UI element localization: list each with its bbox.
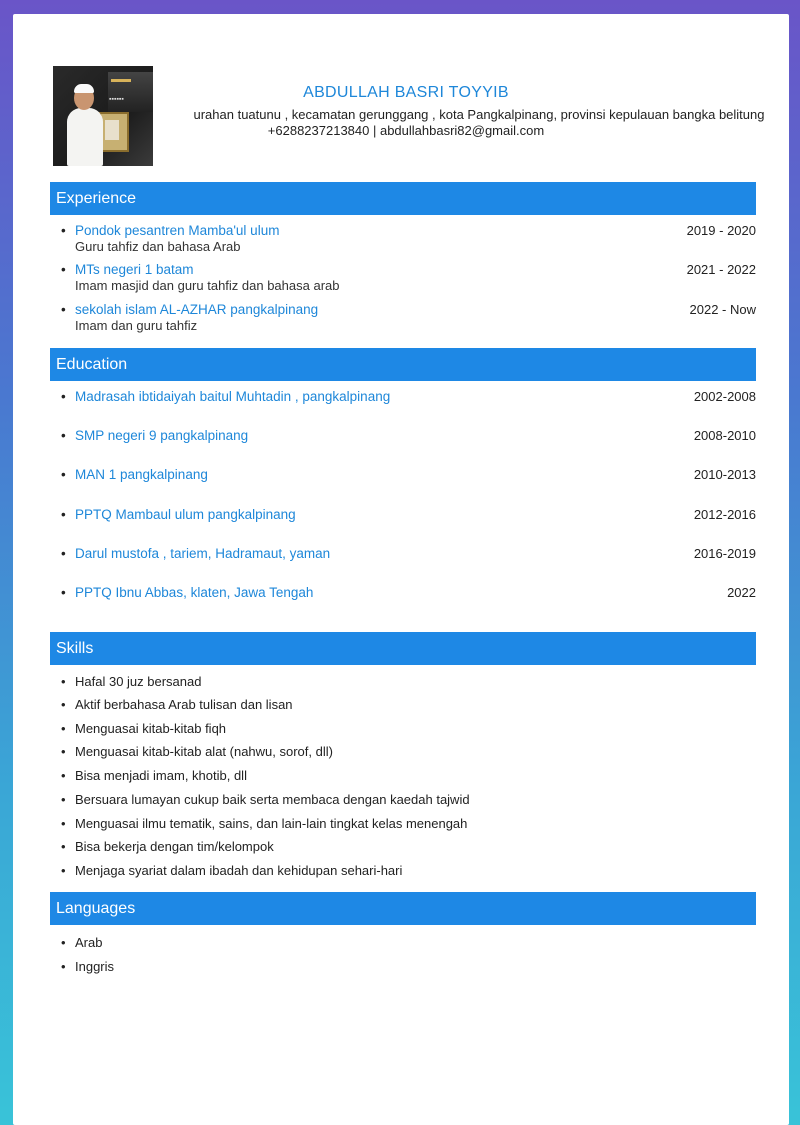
section-experience: Experience xyxy=(50,182,756,215)
contact-info: +6288237213840 | abdullahbasri82@gmail.com xyxy=(267,123,545,138)
bullet: • xyxy=(61,768,66,783)
bullet: • xyxy=(61,223,66,238)
education-title: Madrasah ibtidaiyah baitul Muhtadin , pangkalpinang xyxy=(75,389,391,404)
experience-role: Imam masjid dan guru tahfiz dan bahasa arab xyxy=(75,278,340,293)
skill-text: Menguasai kitab-kitab fiqh xyxy=(75,721,227,736)
education-date: 2012-2016 xyxy=(693,507,756,522)
education-title: Darul mustofa , tariem, Hadramaut, yaman xyxy=(75,546,331,561)
bullet: • xyxy=(61,428,66,443)
skill-item xyxy=(61,863,403,878)
bullet: • xyxy=(61,546,66,561)
skill-item xyxy=(61,744,333,759)
skill-text: Bisa bekerja dengan tim/kelompok xyxy=(75,839,274,854)
experience-title: MTs negeri 1 batam xyxy=(75,262,194,277)
skill-item xyxy=(61,816,468,831)
skill-item xyxy=(61,674,202,689)
language-text: Arab xyxy=(75,935,103,950)
bullet: • xyxy=(61,697,66,712)
skill-text: Bisa menjadi imam, khotib, dll xyxy=(75,768,247,783)
education-title: PPTQ Ibnu Abbas, klaten, Jawa Tengah xyxy=(75,585,314,600)
skill-item xyxy=(61,697,293,712)
education-date: 2016-2019 xyxy=(693,546,756,561)
skill-item xyxy=(61,792,470,807)
section-skills: Skills xyxy=(50,632,756,665)
language-item xyxy=(61,959,115,974)
bullet: • xyxy=(61,674,66,689)
bullet: • xyxy=(61,816,66,831)
bullet: • xyxy=(61,585,66,600)
bullet: • xyxy=(61,839,66,854)
bullet: • xyxy=(61,959,66,974)
address: urahan tuatunu , kecamatan gerunggang , kota Pangkalpinang, provinsi kepulauan bangka belitung xyxy=(193,107,765,122)
person-name: ABDULLAH BASRI TOYYIB xyxy=(303,84,509,101)
bullet: • xyxy=(61,792,66,807)
experience-date: 2022 - Now xyxy=(689,302,756,317)
bullet: • xyxy=(61,721,66,736)
experience-role: Guru tahfiz dan bahasa Arab xyxy=(75,239,241,254)
language-text: Inggris xyxy=(75,959,115,974)
section-languages: Languages xyxy=(50,892,756,925)
skill-item xyxy=(61,768,247,783)
bullet: • xyxy=(61,863,66,878)
skill-text: Menguasai ilmu tematik, sains, dan lain-lain tingkat kelas menengah xyxy=(75,816,468,831)
education-date: 2010-2013 xyxy=(693,467,756,482)
skill-text: Menguasai kitab-kitab alat (nahwu, sorof, dll) xyxy=(75,744,333,759)
experience-title: sekolah islam AL-AZHAR pangkalpinang xyxy=(75,302,319,317)
education-date: 2008-2010 xyxy=(693,428,756,443)
skill-item xyxy=(61,839,274,854)
section-education: Education xyxy=(50,348,756,381)
education-title: PPTQ Mambaul ulum pangkalpinang xyxy=(75,507,296,522)
skill-text: Hafal 30 juz bersanad xyxy=(75,674,202,689)
resume-page xyxy=(13,14,789,1125)
experience-date: 2019 - 2020 xyxy=(686,223,756,238)
education-date: 2002-2008 xyxy=(693,389,756,404)
education-title: MAN 1 pangkalpinang xyxy=(75,467,208,482)
bullet: • xyxy=(61,389,66,404)
bullet: • xyxy=(61,262,66,277)
bullet: • xyxy=(61,467,66,482)
education-title: SMP negeri 9 pangkalpinang xyxy=(75,428,249,443)
bullet: • xyxy=(61,507,66,522)
experience-role: Imam dan guru tahfiz xyxy=(75,318,198,333)
skill-item xyxy=(61,721,227,736)
skill-text: Bersuara lumayan cukup baik serta membaca dengan kaedah tajwid xyxy=(75,792,470,807)
experience-title: Pondok pesantren Mamba'ul ulum xyxy=(75,223,280,238)
education-date: 2022 xyxy=(727,585,756,600)
skill-text: Aktif berbahasa Arab tulisan dan lisan xyxy=(75,697,293,712)
skill-text: Menjaga syariat dalam ibadah dan kehidupan sehari-hari xyxy=(75,863,403,878)
resume-header xyxy=(53,66,765,166)
bullet: • xyxy=(61,744,66,759)
experience-date: 2021 - 2022 xyxy=(686,262,756,277)
bullet: • xyxy=(61,302,66,317)
profile-photo: ▬▬ ▪▪▪▪▪▪ xyxy=(53,66,153,166)
bullet: • xyxy=(61,935,66,950)
language-item xyxy=(61,935,103,950)
